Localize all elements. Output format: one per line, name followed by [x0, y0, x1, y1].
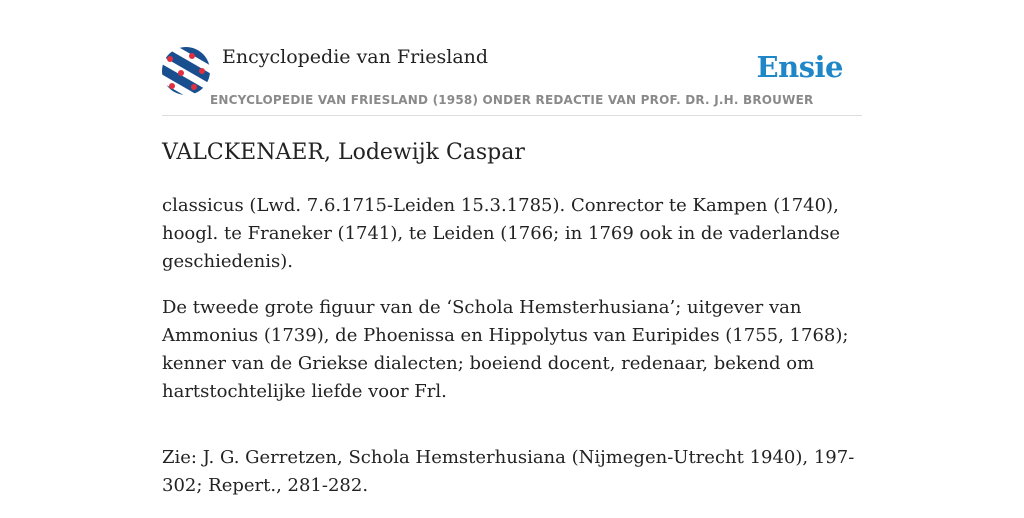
entry-title: VALCKENAER, Lodewijk Caspar	[162, 140, 525, 165]
site-header	[162, 0, 862, 116]
ensie-logo[interactable]: Ensie	[756, 50, 843, 84]
entry-body	[162, 192, 862, 518]
page	[162, 0, 862, 512]
entry-paragraph: De tweede grote figuur van de ‘Schola Hemsterhusiana’; uitgever van Ammonius (1739), de Phoenissa en Hippolytus van Euripides (1755, 1768); kenner van de Griekse dialecten; boeiend docent, redenaar, bekend om hartstochtelijke liefde voor Frl.	[162, 297, 849, 402]
entry-paragraph: classicus (Lwd. 7.6.1715-Leiden 15.3.1785). Conrector te Kampen (1740), hoogl. te Franeker (1741), te Leiden (1766; in 1769 ook in de vaderlandse geschiedenis).	[162, 195, 840, 272]
frisian-flag-icon[interactable]	[162, 47, 210, 95]
entry-references: Zie: J. G. Gerretzen, Schola Hemsterhusiana (Nijmegen-Utrecht 1940), 197-302; Repert., 281-282.	[162, 447, 855, 496]
site-title[interactable]: Encyclopedie van Friesland	[222, 46, 489, 68]
site-subtitle: ENCYCLOPEDIE VAN FRIESLAND (1958) ONDER REDACTIE VAN PROF. DR. J.H. BROUWER	[210, 93, 814, 107]
